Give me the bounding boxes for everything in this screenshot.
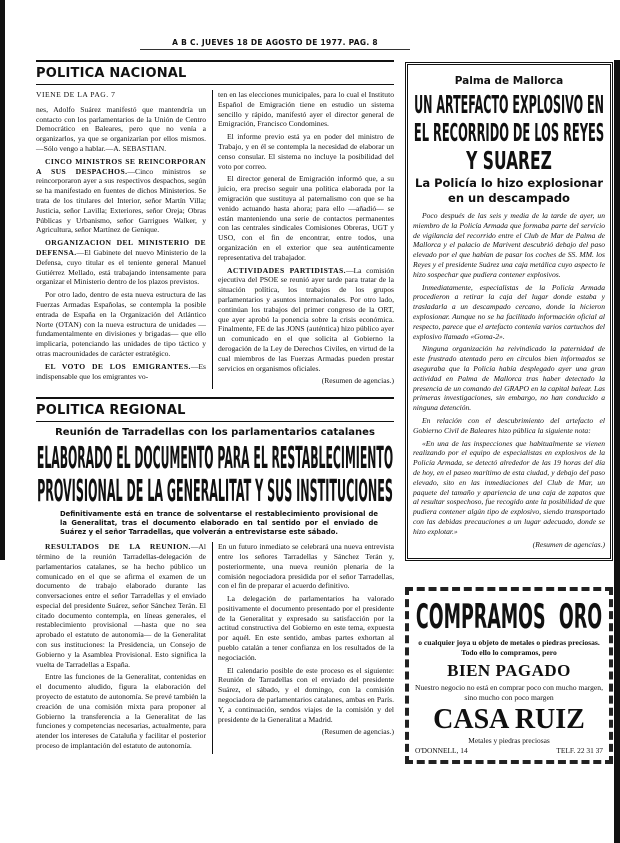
paragraph-text: Entre las funciones de la Generalitat, contenidas en el documento aludido, figura la elaboración del proyecto de estatuto de autonomía. Se prevé también la creación de una comisión mixta para proponer al Gobierno la transferencia a la Generalitat de las funciones y competencias necesarias, actualmente, para atender los intereses de Cataluña y facilitar el posterior proceso de implantación del estatuto de autonomía. bbox=[36, 672, 206, 751]
paragraph-text: —Es indispensable que los emigrantes vo- bbox=[36, 361, 206, 381]
paragraph bbox=[218, 594, 394, 663]
deck: Definitivamente está en trance de solventarse el restablecimiento provisional de la Generalitat, tras el documento elaborado en tal sentido por el enviado de Suárez y el señor Tarradellas, que volverán a entrevistarse este sábado. bbox=[60, 510, 378, 537]
paragraph: Inmediatamente, especialistas de la Policía Armada procedieron a retirar la caja del lugar donde estaba y trasladarla a un descampado cercano, donde la hicieron explosionar. Aunque no se ha facilitado información oficial al respecto, parece que el artefacto contenía varios cartuchos del explosivo llamado «Goma-2». bbox=[413, 282, 605, 341]
mallorca-article-box bbox=[405, 62, 613, 561]
paragraph-lead: RESULTADOS DE LA REUNION. bbox=[45, 542, 191, 552]
ad-address: O'DONNELL, 14 bbox=[415, 745, 468, 755]
source-credit: (Resumen de agencias.) bbox=[321, 727, 394, 737]
regional-column-1 bbox=[36, 542, 206, 754]
ad-highlight: BIEN PAGADO bbox=[447, 660, 571, 680]
section-bottom-rule bbox=[36, 421, 394, 422]
regional-headline-line-2: PROVISIONAL DE LA GENERALITAT Y SUS INSTITUCIONES bbox=[37, 474, 393, 510]
regional-headline-line-1: ELABORADO EL DOCUMENTO PARA EL RESTABLECIMIENTO bbox=[36, 441, 394, 477]
headline-line-2: EL RECORRIDO DE LOS REYES bbox=[413, 118, 605, 147]
section-title-nacional: POLITICA NACIONAL bbox=[36, 66, 187, 81]
paragraph: «En una de las inspecciones que habitualmente se vienen realizando por el equipo de especialistas en explosivos de la Policía Armada, se detectó alrededor de las 19 horas del día de hoy, en el paseo marítimo de esta ciudad, y debajo del paso elevado, sito en las inmediaciones del Club de Mar, un paquete del tamaño y apariencia de una caja de zapatos que al resultar sospechoso, fue recogido ante la posibilidad de que pudiera contener algún tipo de explosivo, siendo transportado con las debidas precauciones a un lugar adecuado, donde se hizo explotar.» bbox=[413, 438, 605, 536]
regional-column-2 bbox=[212, 542, 394, 754]
running-head: A B C. JUEVES 18 DE AGOSTO DE 1977. PAG. 8 bbox=[172, 38, 378, 47]
paragraph-text: El informe previo está ya en poder del ministro de Trabajo, y en él se contempla la necesidad de elaborar un censo consular. El sistema no incluye la posibilidad del voto por correo. bbox=[218, 132, 394, 171]
nacional-column-2 bbox=[212, 90, 394, 389]
nacional-column-1 bbox=[36, 90, 206, 389]
paragraph-text: ten en las elecciones municipales, para lo cual el Instituto Español de Emigración tiene en estudio un sistema sencillo y rápido, manifestó ayer el director general de Emigración, Francisco Condomines. bbox=[218, 90, 394, 129]
paragraph-lead: ACTIVIDADES PARTIDISTAS. bbox=[227, 265, 346, 275]
paragraph bbox=[36, 105, 206, 154]
paragraph: Poco después de las seis y media de la tarde de ayer, un miembro de la Policía Armada que formaba parte del servicio de vigilancia del recorrido entre el Club de Mar de Palma de Mallorca y el palacio de Marivent descubrió debajo del paso elevado por el que habían de pasar los coches de SS. MM. los Reyes y el presidente Suárez una caja metálica cuyo aspecto le hizo sospechar que pudiera contener explosivos. bbox=[413, 211, 605, 279]
scan-edge-right bbox=[614, 60, 620, 843]
ad-tagline: Metales y piedras preciosas bbox=[468, 736, 550, 746]
paragraph bbox=[218, 174, 394, 262]
paragraph bbox=[218, 266, 394, 374]
kicker: Reunión de Tarradellas con los parlamentarios catalanes bbox=[55, 427, 375, 439]
subhead-line-1: La Policía lo hizo explosionar bbox=[415, 176, 603, 190]
paragraph-text: —Al término de la reunión Tarradellas-delegación de parlamentarios catalanes, se ha hecho público un comunicado en el que se afirma el examen de un documento de trabajo elaborado durante las conversaciones entre el señor Tarradellas y el enviado especial del presidente Suárez, señor Sánchez Terán. El citado documento contempla, en líneas generales, el restablecimiento provisional —hasta que no sea aprobado el estatuto de autonomía— de la Generalitat con sus instituciones: la Presidencia, un Consejo de Gobierno y la Asamblea Provisional. Esto significa la vuelta de Tarradellas a España. bbox=[36, 542, 206, 669]
paragraph bbox=[36, 157, 206, 235]
paragraph: Ninguna organización ha reivindicado la paternidad de este frustrado atentado pero en círculos bien informados se aseguraba que la Policía había desplegado ayer una gran actividad en Palma de Mallorca tras haber detectado la presencia de un comando del GRAPO en la capital balear. Las primeras investigaciones, sin embargo, no han conducido a ninguna detención. bbox=[413, 344, 605, 413]
paragraph bbox=[36, 542, 206, 669]
paragraph-text: —El Gabinete del nuevo Ministerio de la Defensa, cuyo titular es el teniente general Manuel Gutiérrez Mellado, está trabajando intensamente para organizar el Ministerio dentro de los plazos previstos. bbox=[36, 247, 206, 287]
source-credit: (Resumen de agencias.) bbox=[321, 376, 394, 386]
paragraph-text: En un futuro inmediato se celebrará una nueva entrevista entre los señores Tarradellas y Sánchez Terán y, posteriormente, una nueva reunión plenaria de la comisión negociadora presidida por el señor Tarradellas, con el fin de preparar el acuerdo definitivo. bbox=[218, 542, 394, 591]
paragraph-text: Por otro lado, dentro de esta nueva estructura de las Fuerzas Armadas Españolas, se contempla la posible entrada de España en la Organización del Atlántico Norte (OTAN) con la nueva estructura de unidades —fundamentalmente en divisiones y brigadas— que ello implicaría, potenciando las unidades de tipo táctico y otras macrounidades de carácter estratégico. bbox=[36, 290, 206, 358]
paragraph-text: El director general de Emigración informó que, a su juicio, era preciso seguir una política elaborada por la emigración que sustituya al paternalismo con que se ha venido actuando hasta ahora; para ello —añadió— se están manteniendo una serie de contactos permanentes con las centrales sindicales Comisiones Obreras, UGT y USO, con el fin de encontrar, entre todos, una organización en el exterior que sea auténticamente representativa del trabajador. bbox=[218, 174, 394, 262]
advertisement-casa-ruiz bbox=[405, 587, 613, 764]
paragraph bbox=[36, 290, 206, 359]
right-area bbox=[405, 62, 613, 764]
dateline: Palma de Mallorca bbox=[454, 75, 564, 87]
ad-brand: CASA RUIZ bbox=[433, 704, 585, 736]
paragraph bbox=[36, 672, 206, 750]
paragraph bbox=[218, 542, 394, 591]
ad-text-1: o cualquier joya u objeto de metales o piedras preciosas. Todo ello lo compramos, pero bbox=[418, 638, 600, 658]
paragraph-text: —Cinco ministros se reincorporaron ayer a sus respectivos despachos, según se ha manifestado en fuentes de dichos Ministerios. Se trata de los titulares del Interior, señor Martín Villa; Justicia, señor Lavilla; Exteriores, señor Oreja; Obras Públicas y Urbanismo, señor Garrigues Walker, y Agricultura, señor Martínez de Genique. bbox=[36, 166, 206, 235]
paragraph bbox=[218, 132, 394, 171]
paragraph bbox=[218, 90, 394, 129]
paragraph: En relación con el descubrimiento del artefacto el Gobierno Civil de Baleares hizo pública la siguiente nota: bbox=[413, 415, 605, 435]
section-bottom-rule bbox=[36, 84, 394, 85]
ad-phone: TELF. 22 31 37 bbox=[556, 745, 603, 755]
paragraph bbox=[36, 362, 206, 382]
running-head-rule bbox=[140, 49, 410, 50]
ad-headline: COMPRAMOS ORO bbox=[415, 597, 603, 638]
nacional-columns bbox=[36, 90, 394, 389]
source-credit: (Resumen de agencias.) bbox=[532, 539, 605, 549]
paragraph-text: La delegación de parlamentarios ha valorado positivamente el documento presentado por el presidente de la Generalitat y expresado su satisfacción por la actitud constructiva del Gobierno en este tema, expuesta por aquél. En este sentido, ambas partes exhortan al pueblo catalán a tener confianza en los resultados de la negociación. bbox=[218, 594, 394, 662]
headline-line-1: UN ARTEFACTO EXPLOSIVO EN bbox=[414, 90, 604, 119]
section-title-regional: POLITICA REGIONAL bbox=[36, 403, 186, 419]
paragraph-text: nes, Adolfo Suárez manifestó que mantendría un contacto con los parlamentarios de la Unión de Centro Democrático en Baleares, pero que no venía a organizarlos, ya que se organizarían por ellos mismos. —Sólo vengo a hablar.—A. SEBASTIAN. bbox=[36, 104, 206, 153]
mallorca-body bbox=[413, 211, 605, 549]
paragraph-text: —La comisión ejecutiva del PSOE se reunió ayer tarde para tratar de la situación política, los trabajos de los grupos parlamentarios y asuntos internacionales. Por otro lado, continúan los trabajos del primer congreso de la ORT, que ayer aprobó la ponencia sobre la crisis económica. Finalmente, FE de las JONS (auténtica) hizo público ayer un comunicado en el que solicita al Gobierno la derogación de la Ley de Derechos Civiles, en virtud de la cual miembros de las Fuerzas Armadas pueden prestar servicios en organismos oficiales. bbox=[218, 265, 395, 373]
paragraph-lead: EL VOTO DE LOS EMIGRANTES. bbox=[45, 361, 191, 371]
headline-line-3: Y SUAREZ bbox=[466, 146, 552, 175]
paragraph bbox=[36, 238, 206, 287]
subhead-line-2: en un descampado bbox=[448, 191, 570, 205]
paragraph-lead: CINCO MINISTROS SE REINCORPORAN A SUS DESPACHOS. bbox=[36, 156, 206, 176]
ad-text-2: Nuestro negocio no está en comprar poco con mucho margen, sino mucho con poco margen bbox=[415, 682, 603, 702]
paragraph-text: El calendario posible de este proceso es el siguiente: Reunión de Tarradellas con el enviado del presidente Suárez, el sábado, y el domingo, con la comisión negociadora de parlamentarios catalanes, ambas en París. Y, a continuación, sendos viajes de la comisión y del presidente de la Generalitat a Madrid. bbox=[218, 665, 394, 724]
viene-de-label: VIENE DE LA PAG. 7 bbox=[36, 90, 116, 99]
scan-edge-left bbox=[0, 0, 5, 560]
left-area bbox=[36, 60, 394, 754]
regional-columns bbox=[36, 542, 394, 754]
paragraph bbox=[218, 666, 394, 725]
paragraph-lead: ORGANIZACION DEL MINISTERIO DE DEFENSA. bbox=[36, 238, 206, 257]
